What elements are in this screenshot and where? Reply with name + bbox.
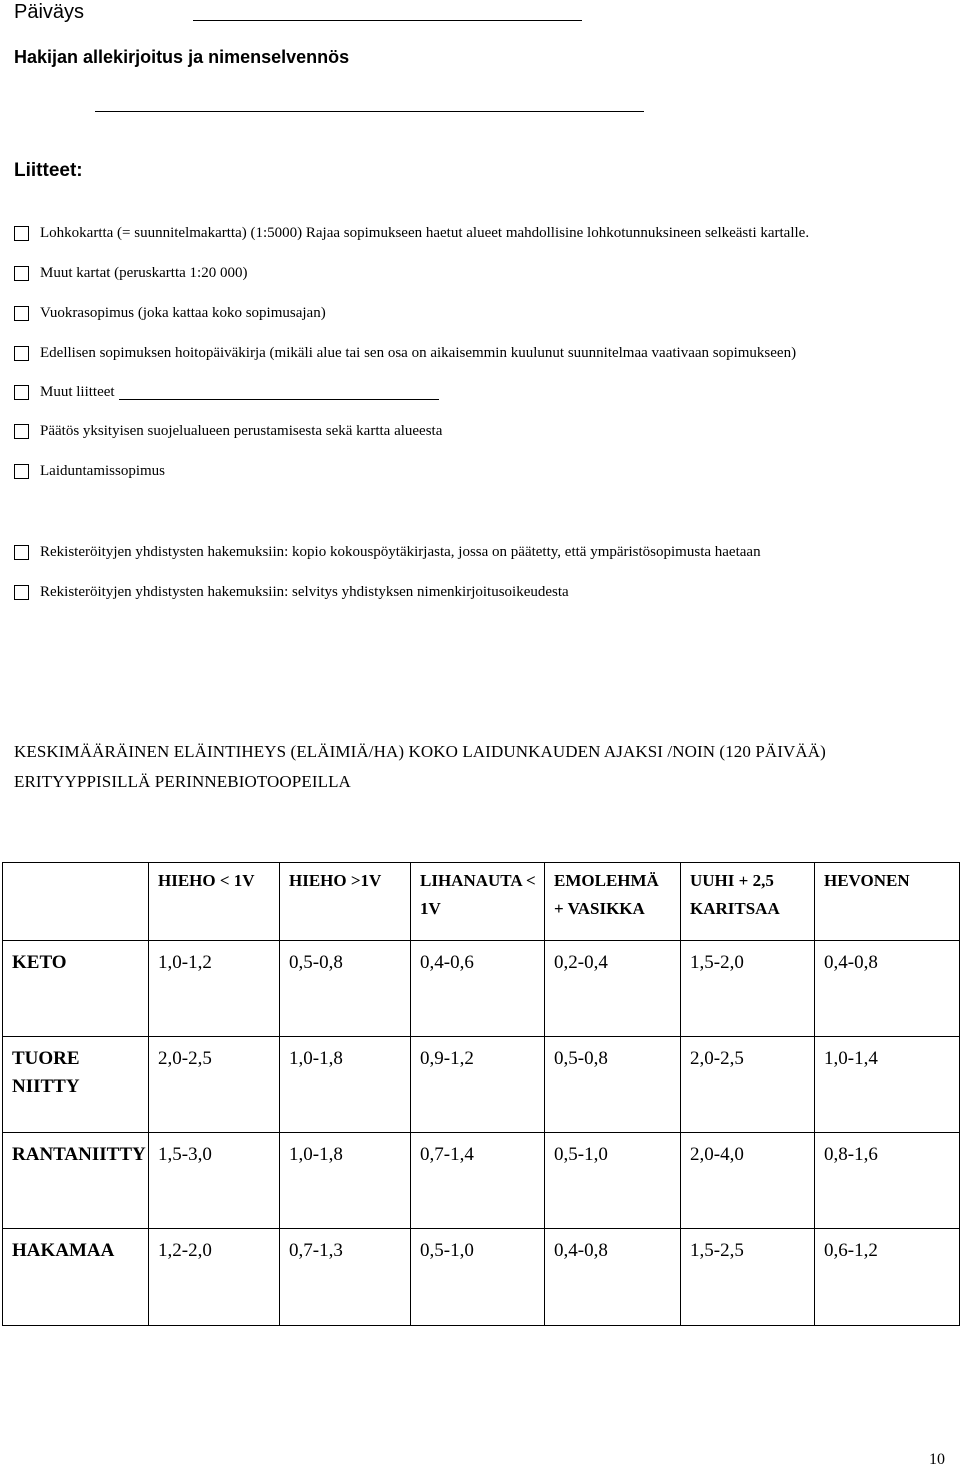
attachment-item-block-map[interactable]: [14, 225, 809, 242]
table-cell: 2,0-4,0: [681, 1133, 815, 1229]
table-cell: 0,5-1,0: [545, 1133, 681, 1229]
attachment-item-protection-decision[interactable]: [14, 423, 442, 440]
table-cell: 1,2-2,0: [149, 1229, 280, 1326]
attachments-title: Liitteet:: [14, 160, 83, 181]
table-cell: 0,4-0,8: [545, 1229, 681, 1326]
column-header: HIEHO >1V: [280, 863, 411, 941]
table-cell: 0,9-1,2: [411, 1037, 545, 1133]
column-header: EMOLEHMÄ + VASIKKA: [545, 863, 681, 941]
attachment-item-meeting-minutes[interactable]: [14, 544, 761, 561]
table-cell: 0,5-0,8: [545, 1037, 681, 1133]
attachment-item-other-maps[interactable]: [14, 265, 247, 282]
table-cell: 1,0-1,2: [149, 941, 280, 1037]
attachment-label: Rekisteröityjen yhdistysten hakemuksiin: selvitys yhdistyksen nimenkirjoitusoikeudesta: [40, 584, 569, 600]
table-row: [3, 1037, 960, 1133]
page-number: 10: [929, 1451, 945, 1468]
table-cell: 0,4-0,8: [815, 941, 960, 1037]
checkbox[interactable]: [14, 306, 29, 321]
table-row: [3, 941, 960, 1037]
attachment-item-other[interactable]: [14, 384, 439, 401]
table-cell: 1,5-3,0: [149, 1133, 280, 1229]
table-cell: 0,8-1,6: [815, 1133, 960, 1229]
table-cell: 1,0-1,4: [815, 1037, 960, 1133]
header-empty-cell: [3, 863, 149, 941]
table-cell: 0,7-1,4: [411, 1133, 545, 1229]
checkbox[interactable]: [14, 346, 29, 361]
table-header-row: [3, 863, 960, 941]
table-row: [3, 1133, 960, 1229]
attachment-item-lease[interactable]: [14, 305, 326, 322]
column-header: HEVONEN: [815, 863, 960, 941]
table-cell: 1,5-2,5: [681, 1229, 815, 1326]
checkbox[interactable]: [14, 464, 29, 479]
attachment-label: Laiduntamissopimus: [40, 463, 165, 479]
checkbox[interactable]: [14, 226, 29, 241]
grazing-heading-line1: KESKIMÄÄRÄINEN ELÄINTIHEYS (ELÄIMIÄ/HA) KOKO LAIDUNKAUDEN AJAKSI /NOIN (120 PÄIVÄÄ): [14, 742, 826, 761]
table-cell: 0,7-1,3: [280, 1229, 411, 1326]
row-label: KETO: [3, 941, 149, 1037]
table-cell: 0,2-0,4: [545, 941, 681, 1037]
attachment-label: Lohkokartta (= suunnitelmakartta) (1:5000) Rajaa sopimukseen haetut alueet mahdollisine lohkotunnuksineen selkeästi kartalle.: [40, 225, 810, 241]
checkbox[interactable]: [14, 385, 29, 400]
grazing-heading-line2: ERITYYPPISILLÄ PERINNEBIOTOOPEILLA: [14, 772, 351, 791]
checkbox[interactable]: [14, 424, 29, 439]
attachment-label: Rekisteröityjen yhdistysten hakemuksiin: kopio kokouspöytäkirjasta, jossa on päätetty, että ympäristösopimusta haetaan: [40, 544, 761, 560]
other-attachments-field[interactable]: [119, 385, 439, 400]
table-cell: 1,0-1,8: [280, 1133, 411, 1229]
attachment-item-care-diary[interactable]: [14, 345, 796, 362]
table-cell: 0,6-1,2: [815, 1229, 960, 1326]
date-signature-line[interactable]: [193, 20, 582, 21]
row-label: RANTANIITTY: [3, 1133, 149, 1229]
column-header: HIEHO < 1V: [149, 863, 280, 941]
attachment-label: Päätös yksityisen suojelualueen perustamisesta sekä kartta alueesta: [40, 423, 443, 439]
table-cell: 0,5-0,8: [280, 941, 411, 1037]
checkbox[interactable]: [14, 545, 29, 560]
attachment-item-grazing-agreement[interactable]: [14, 463, 165, 480]
attachment-label: Muut liitteet: [40, 384, 115, 400]
attachment-label: Edellisen sopimuksen hoitopäiväkirja (mikäli alue tai sen osa on aikaisemmin kuulunut suunnitelmaa vaativaan sopimukseen): [40, 345, 797, 361]
table-cell: 1,0-1,8: [280, 1037, 411, 1133]
checkbox[interactable]: [14, 585, 29, 600]
table-cell: 0,4-0,6: [411, 941, 545, 1037]
grazing-density-table: [2, 862, 960, 1326]
table-cell: 0,5-1,0: [411, 1229, 545, 1326]
table-row: [3, 1229, 960, 1326]
column-header: UUHI + 2,5 KARITSAA: [681, 863, 815, 941]
attachment-label: Vuokrasopimus (joka kattaa koko sopimusajan): [40, 305, 326, 321]
attachment-label: Muut kartat (peruskartta 1:20 000): [40, 265, 248, 281]
column-header: LIHANAUTA < 1V: [411, 863, 545, 941]
table-cell: 2,0-2,5: [149, 1037, 280, 1133]
table-cell: 2,0-2,5: [681, 1037, 815, 1133]
row-label: TUORE NIITTY: [3, 1037, 149, 1133]
signer-label: Hakijan allekirjoitus ja nimenselvennös: [14, 47, 350, 67]
table-cell: 1,5-2,0: [681, 941, 815, 1037]
row-label: HAKAMAA: [3, 1229, 149, 1326]
date-label: Päiväys: [14, 1, 85, 23]
signature-line[interactable]: [95, 111, 644, 112]
attachment-item-signing-rights[interactable]: [14, 584, 569, 601]
checkbox[interactable]: [14, 266, 29, 281]
